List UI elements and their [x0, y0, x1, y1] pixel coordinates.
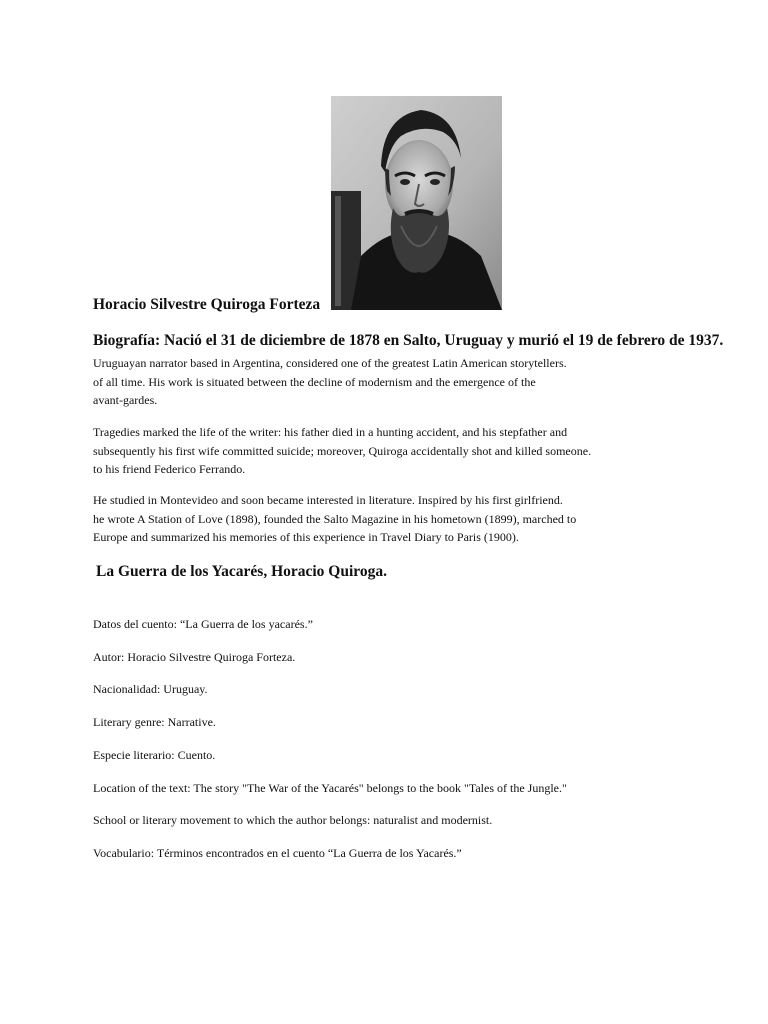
bio-paragraph: [93, 423, 653, 479]
paragraph-line: avant-gardes.: [93, 393, 158, 407]
fact-line: Autor: Horacio Silvestre Quiroga Forteza.: [93, 650, 296, 664]
fact-line: Datos del cuento: “La Guerra de los yacarés.”: [93, 617, 313, 631]
paragraph-line: of all time. His work is situated between the decline of modernism and the emergence of the: [93, 374, 536, 389]
fact-line: School or literary movement to which the author belongs: naturalist and modernist.: [93, 813, 493, 827]
paragraph-line: subsequently his first wife committed suicide; moreover, Quiroga accidentally shot and killed someone.: [93, 443, 592, 458]
bio-paragraph: [93, 491, 653, 547]
fact-line: Literary genre: Narrative.: [93, 715, 216, 729]
paragraph-line: Uruguayan narrator based in Argentina, considered one of the greatest Latin American storytellers.: [93, 356, 567, 370]
paragraph-line: Tragedies marked the life of the writer: his father died in a hunting accident, and his stepfather and: [93, 425, 568, 439]
fact-line: Especie literario: Cuento.: [93, 748, 216, 762]
paragraph-line: to his friend Federico Ferrando.: [93, 462, 246, 476]
paragraph-line: he wrote A Station of Love (1898), founded the Salto Magazine in his hometown (1899), marched to: [93, 511, 577, 526]
story-heading: La Guerra de los Yacarés, Horacio Quiroga.: [96, 563, 388, 580]
biography-heading: Biografía: Nació el 31 de diciembre de 1878 en Salto, Uruguay y murió el 19 de febrero de 1937.: [93, 332, 724, 349]
bio-paragraph: [93, 354, 653, 410]
paragraph-line: Europe and summarized his memories of this experience in Travel Diary to Paris (1900).: [93, 530, 519, 544]
fact-line: Location of the text: The story "The War of the Yacarés" belongs to the book "Tales of the Jungle.": [93, 781, 567, 795]
fact-line: Nacionalidad: Uruguay.: [93, 682, 208, 696]
author-name-heading: Horacio Silvestre Quiroga Forteza: [93, 296, 321, 313]
fact-line: Vocabulario: Términos encontrados en el cuento “La Guerra de los Yacarés.”: [93, 846, 462, 860]
author-portrait-photo: [331, 96, 502, 310]
paragraph-line: He studied in Montevideo and soon became interested in literature. Inspired by his first girlfriend.: [93, 493, 563, 507]
